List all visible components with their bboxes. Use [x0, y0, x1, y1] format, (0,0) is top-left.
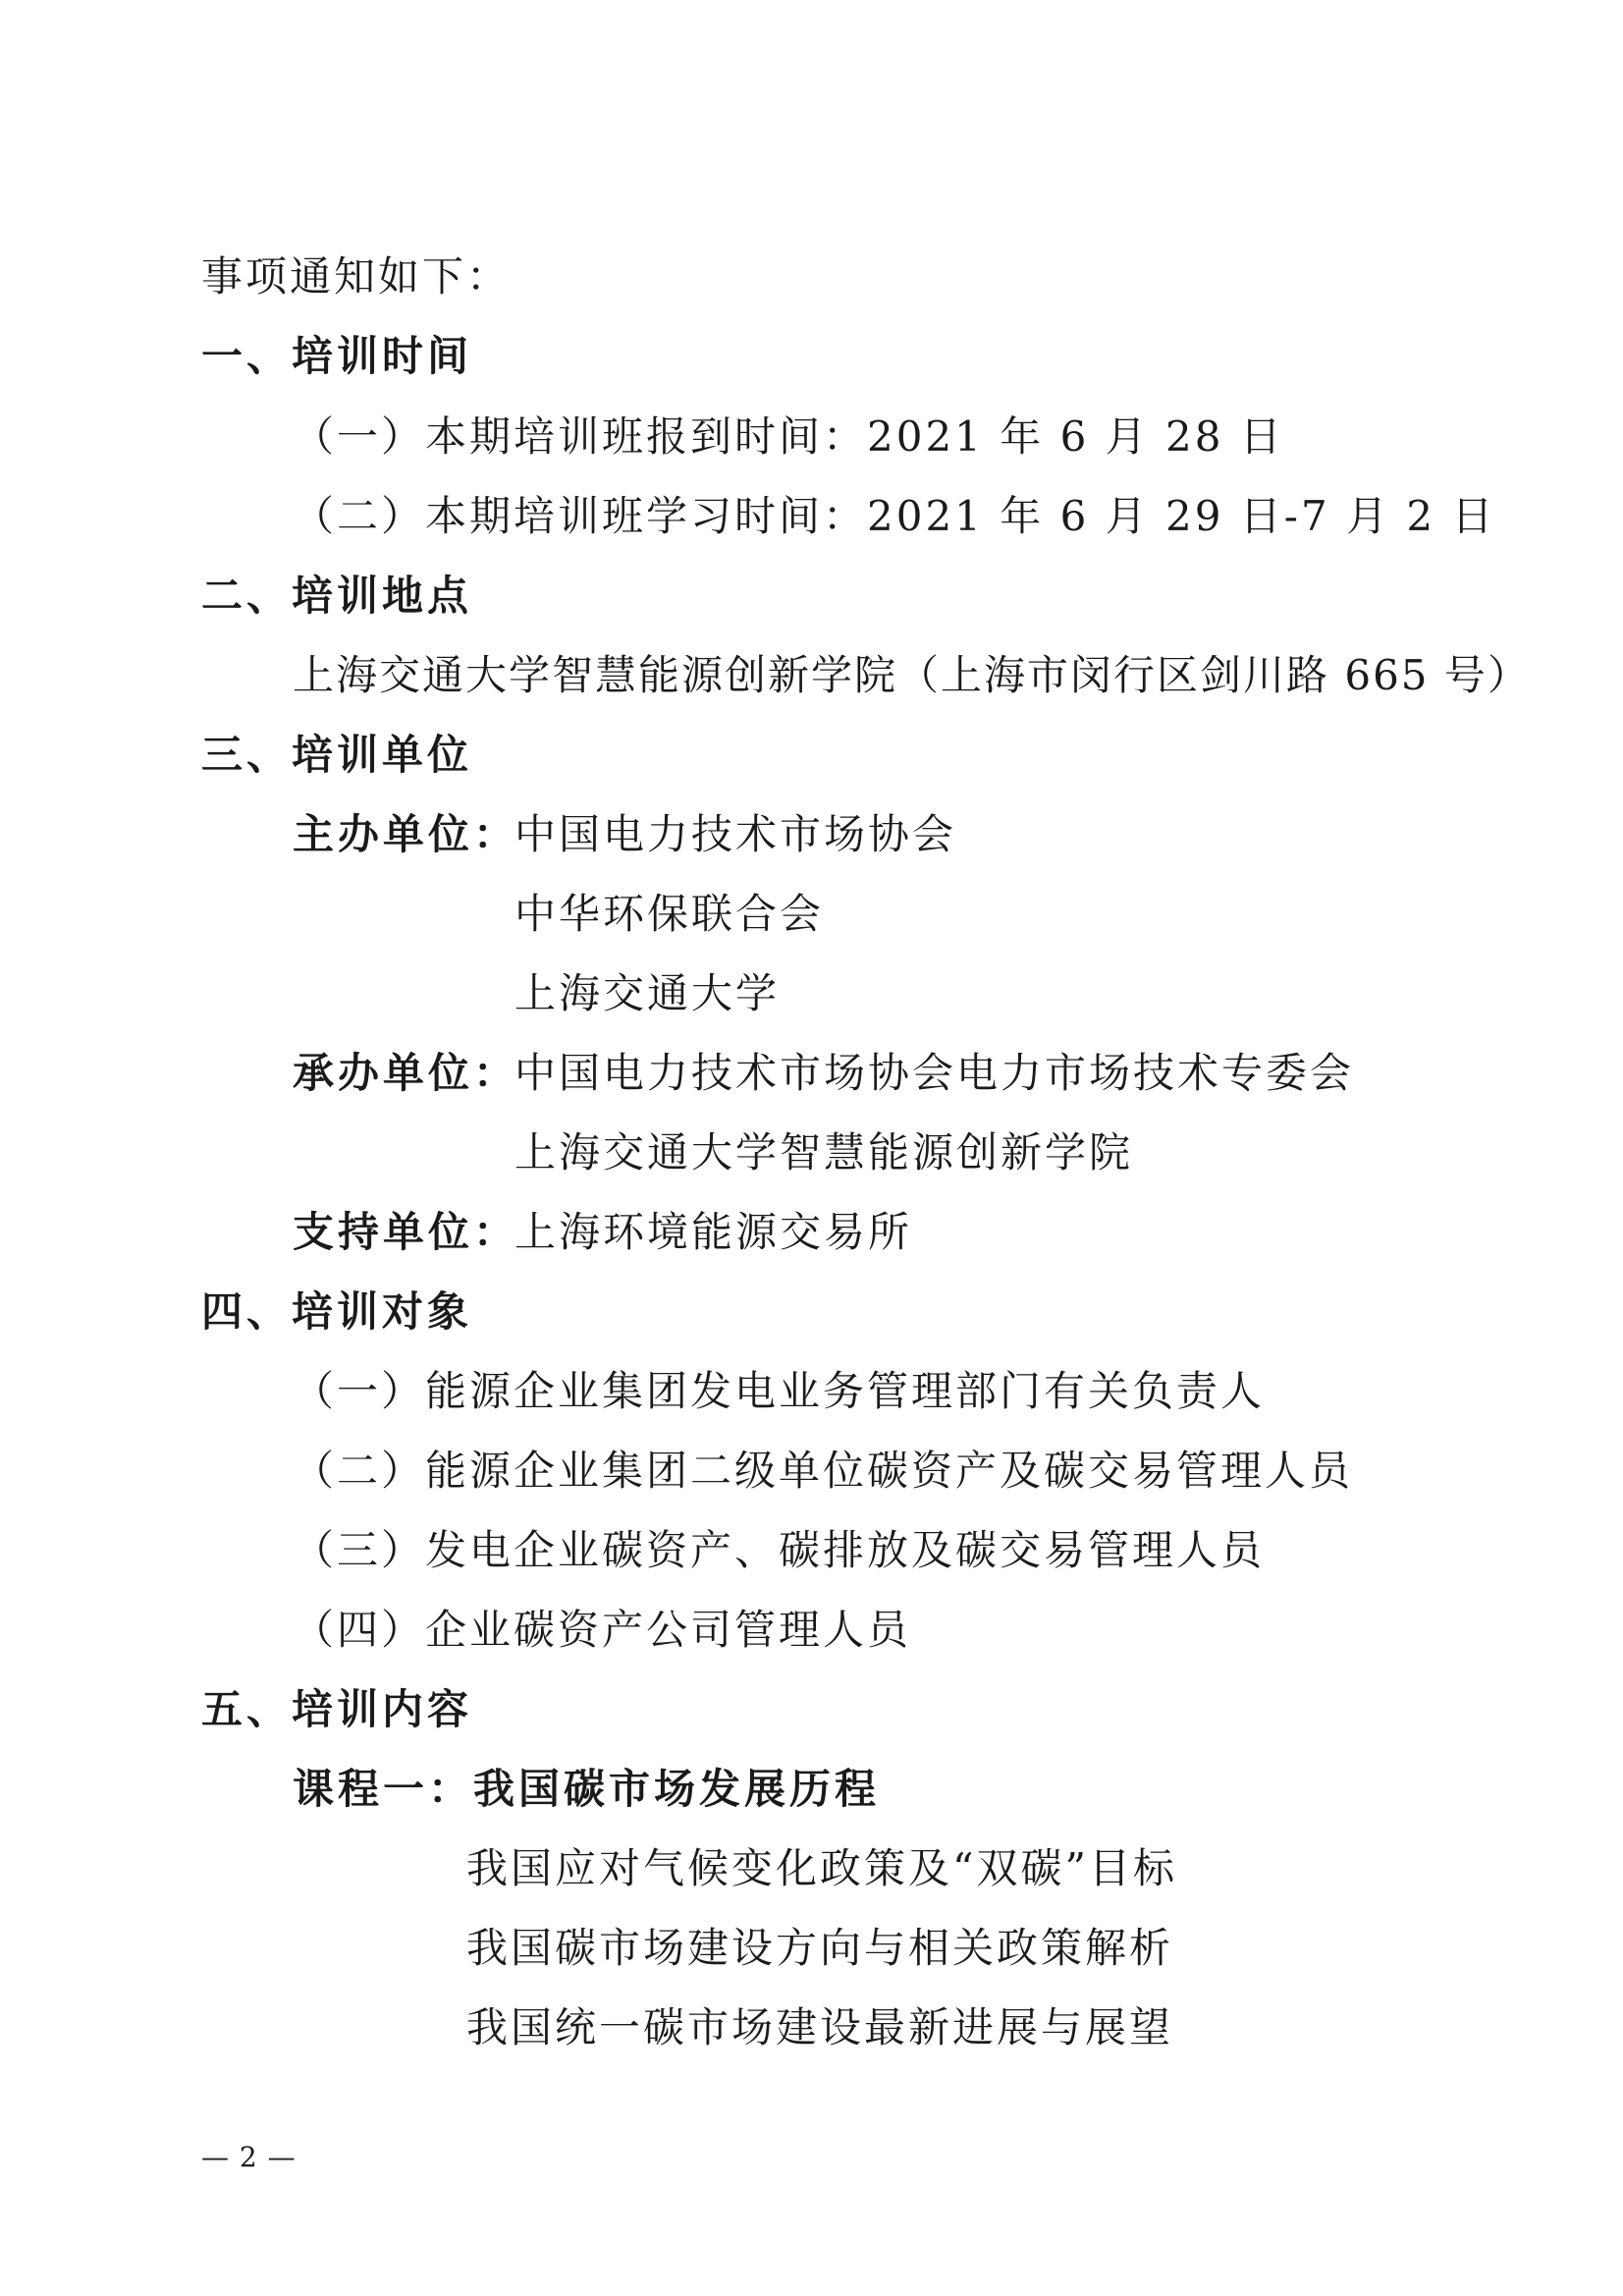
- organizer-label: 承办单位：: [293, 1049, 519, 1097]
- host-unit-1: 中国电力技术市场协会: [514, 810, 957, 858]
- course-1-item-1: 我国应对气候变化政策及“双碳”目标: [466, 1844, 1177, 1892]
- audience-item-1: （一）能源企业集团发电业务管理部门有关负责人: [293, 1367, 1266, 1415]
- location-text: 上海交通大学智慧能源创新学院（上海市闵行区剑川路 665 号）: [293, 651, 1531, 699]
- section-heading-time: 一、培训时间: [201, 332, 473, 380]
- section-heading-content: 五、培训内容: [201, 1685, 473, 1733]
- section-heading-audience: 四、培训对象: [201, 1287, 473, 1336]
- host-unit-2: 中华环保联合会: [514, 890, 825, 938]
- course-1-title: 课程一：我国碳市场发展历程: [293, 1765, 881, 1813]
- supporter-unit: 上海环境能源交易所: [514, 1208, 913, 1256]
- time-item-1: （一）本期培训班报到时间：2021 年 6 月 28 日: [293, 412, 1284, 461]
- supporter-label: 支持单位：: [293, 1208, 519, 1256]
- audience-item-3: （三）发电企业碳资产、碳排放及碳交易管理人员: [293, 1526, 1266, 1574]
- section-heading-location: 二、培训地点: [201, 572, 473, 620]
- course-1-item-3: 我国统一碳市场建设最新进展与展望: [466, 2003, 1174, 2051]
- organizer-unit-1: 中国电力技术市场协会电力市场技术专委会: [514, 1049, 1355, 1097]
- course-1-item-2: 我国碳市场建设方向与相关政策解析: [466, 1924, 1174, 1972]
- section-heading-units: 三、培训单位: [201, 731, 473, 779]
- audience-item-2: （二）能源企业集团二级单位碳资产及碳交易管理人员: [293, 1447, 1354, 1495]
- audience-item-4: （四）企业碳资产公司管理人员: [293, 1606, 912, 1654]
- host-label: 主办单位：: [293, 810, 519, 858]
- time-item-2: （二）本期培训班学习时间：2021 年 6 月 29 日-7 月 2 日: [293, 492, 1496, 540]
- organizer-unit-2: 上海交通大学智慧能源创新学院: [514, 1128, 1134, 1176]
- page-number: — 2 —: [201, 2141, 297, 2173]
- host-unit-3: 上海交通大学: [514, 969, 781, 1017]
- intro-text: 事项通知如下：: [201, 252, 512, 301]
